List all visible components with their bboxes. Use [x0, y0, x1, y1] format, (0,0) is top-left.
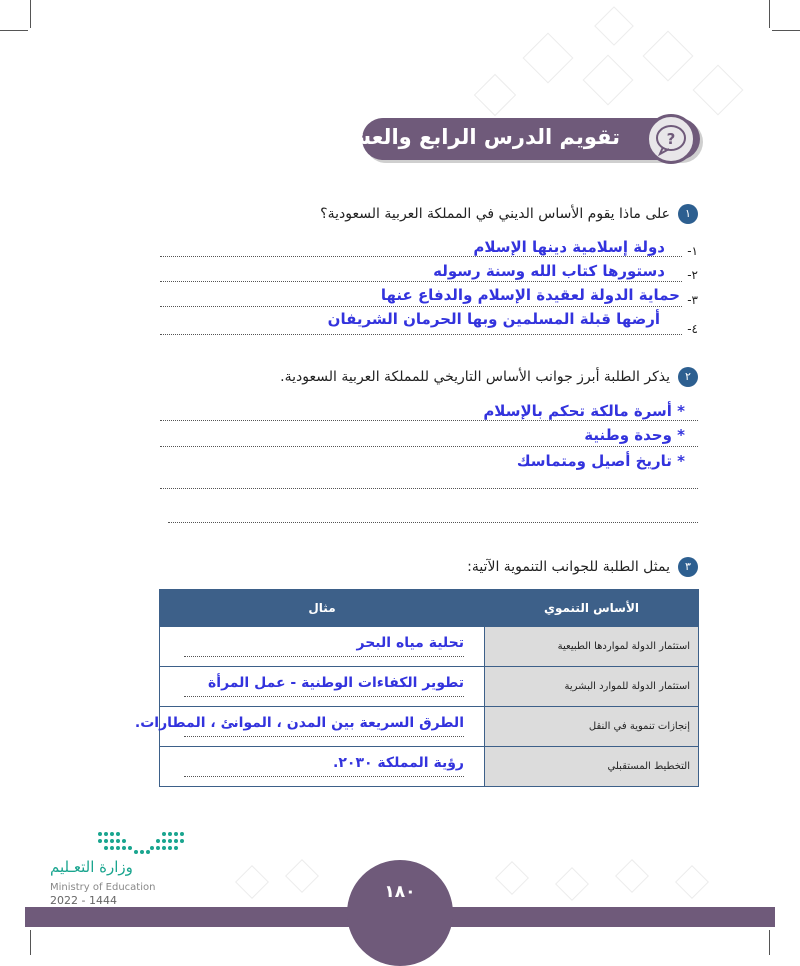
- page-number-badge: [347, 860, 453, 966]
- question-number: ٢: [678, 367, 698, 387]
- question-bubble-icon: [646, 114, 696, 164]
- row-answer: تطوير الكفاءات الوطنية - عمل المرأة: [208, 674, 464, 691]
- table-row: [160, 747, 699, 787]
- answer-text: دولة إسلامية دينها الإسلام: [473, 238, 665, 256]
- decorative-diamond: [583, 55, 634, 106]
- answer-line: [184, 776, 464, 777]
- ministry-name-english: Ministry of Education: [50, 882, 156, 893]
- row-answer-cell: [160, 667, 485, 707]
- decorative-diamond: [523, 33, 574, 84]
- development-table: [134, 589, 699, 787]
- ministry-name-arabic: وزارة التعـليم: [50, 858, 133, 876]
- item-index: ٢-: [687, 268, 698, 282]
- answer-line: [160, 420, 698, 421]
- svg-text:?: ?: [666, 130, 676, 148]
- decorative-diamond: [495, 861, 529, 895]
- question-3: [467, 557, 698, 577]
- table-row: [160, 707, 699, 747]
- row-label: إنجازات تنموية في النقل: [485, 707, 699, 747]
- question-2: [280, 367, 698, 387]
- row-label: استثمار الدولة لمواردها الطبيعية: [485, 627, 699, 667]
- answer-text: * تاريخ أصيل ومتماسك: [516, 452, 685, 470]
- decorative-diamond: [643, 31, 694, 82]
- decorative-diamond: [555, 867, 589, 901]
- row-answer-cell: [134, 707, 485, 747]
- item-index: ٣-: [687, 293, 698, 307]
- crop-mark: [30, 930, 31, 955]
- row-label: استثمار الدولة للموارد البشرية: [485, 667, 699, 707]
- answer-line: [184, 736, 464, 737]
- item-index: ٤-: [687, 322, 698, 336]
- banner-title: تقويم الدرس الرابع والعشرين: [310, 125, 620, 149]
- answer-line: [184, 696, 464, 697]
- page-number: ١٨٠: [384, 882, 416, 902]
- lesson-review-banner: [310, 118, 700, 160]
- question-text: يذكر الطلبة أبرز جوانب الأساس التاريخي للمملكة العربية السعودية.: [280, 369, 670, 385]
- crop-mark: [0, 30, 28, 31]
- column-header: مثال: [160, 590, 485, 627]
- crop-mark: [769, 930, 770, 955]
- row-answer-cell: [160, 747, 485, 787]
- question-text: يمثل الطلبة للجوانب التنموية الآتية:: [467, 559, 670, 575]
- row-answer: رؤية المملكة ٢٠٣٠.: [333, 754, 464, 771]
- answer-text: أرضها قبلة المسلمين وبها الحرمان الشريفان: [327, 310, 660, 328]
- answer-line: [160, 488, 698, 489]
- row-label: التخطيط المستقبلي: [485, 747, 699, 787]
- ministry-logo-icon: [94, 828, 186, 856]
- crop-mark: [30, 0, 31, 28]
- decorative-diamond: [615, 859, 649, 893]
- crop-mark: [772, 30, 800, 31]
- answer-line: [168, 522, 698, 523]
- decorative-diamond: [235, 865, 269, 899]
- decorative-diamond: [474, 74, 516, 116]
- answer-line: [160, 306, 682, 307]
- answer-line: [160, 256, 682, 257]
- answer-line: [184, 656, 464, 657]
- crop-mark: [769, 0, 770, 28]
- decorative-diamond: [594, 6, 634, 46]
- answer-text: * وحدة وطنية: [584, 426, 685, 444]
- question-number: ١: [678, 204, 698, 224]
- decorative-diamond: [693, 65, 744, 116]
- row-answer: تحلية مياه البحر: [356, 634, 464, 651]
- answer-text: دستورها كتاب الله وسنة رسوله: [433, 262, 665, 280]
- answer-line: [160, 281, 682, 282]
- question-1: [320, 204, 698, 224]
- item-index: ١-: [687, 244, 698, 258]
- edition-year: 2022 - 1444: [50, 894, 117, 907]
- decorative-diamond: [675, 865, 709, 899]
- answer-line: [160, 446, 698, 447]
- table-row: [160, 667, 699, 707]
- decorative-diamond: [285, 859, 319, 893]
- answer-text: حماية الدولة لعقيدة الإسلام والدفاع عنها: [380, 286, 680, 304]
- column-header: الأساس التنموي: [485, 590, 699, 627]
- question-text: على ماذا يقوم الأساس الديني في المملكة العربية السعودية؟: [320, 206, 670, 222]
- row-answer: الطرق السريعة بين المدن ، الموانئ ، المطارات.: [134, 714, 464, 731]
- question-number: ٣: [678, 557, 698, 577]
- answer-line: [160, 334, 682, 335]
- table-row: [160, 627, 699, 667]
- row-answer-cell: [160, 627, 485, 667]
- answer-text: * أسرة مالكة تحكم بالإسلام: [483, 402, 685, 420]
- table-header-row: [160, 590, 699, 627]
